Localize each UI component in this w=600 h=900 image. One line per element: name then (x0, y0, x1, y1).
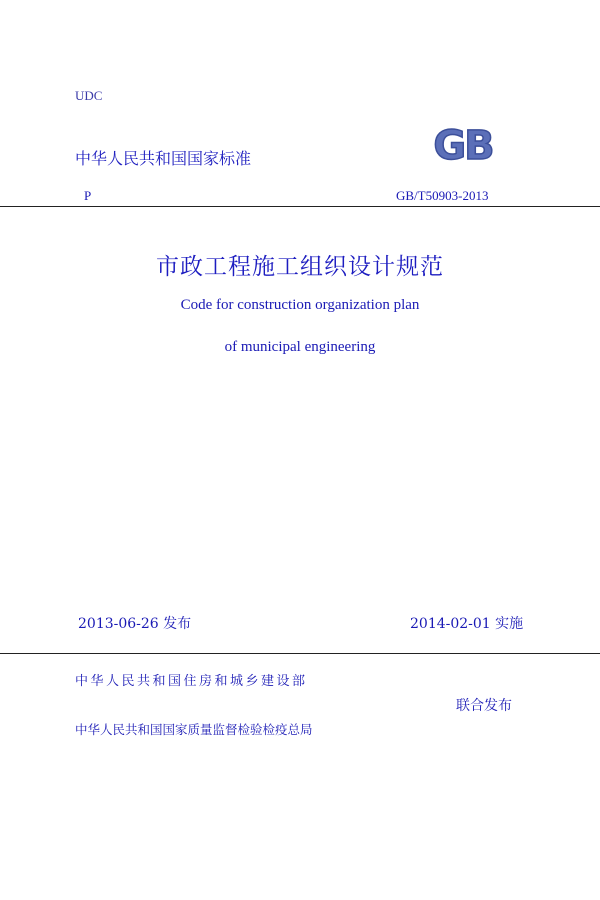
issuer-aqsiq: 中华人民共和国国家质量监督检验检疫总局 (75, 722, 313, 737)
effective-date: 2014-02-01 实施 (410, 616, 524, 632)
standard-number: GB/T50903-2013 (396, 188, 489, 203)
top-divider (0, 206, 600, 207)
gb-logo-text: GB (433, 123, 493, 165)
udc-label: UDC (75, 88, 103, 103)
issue-date: 2013-06-26 发布 (78, 616, 192, 632)
title-chinese: 市政工程施工组织设计规范 (156, 254, 444, 280)
gb-logo (432, 123, 494, 165)
joint-issue-label: 联合发布 (456, 698, 512, 714)
title-english-line1: Code for construction organization plan (180, 297, 420, 313)
national-standard-label: 中华人民共和国国家标准 (75, 149, 252, 168)
classification-code: P (84, 188, 92, 203)
title-english-line2: of municipal engineering (224, 339, 376, 355)
issuer-ministry-housing: 中华人民共和国住房和城乡建设部 (75, 674, 308, 689)
bottom-divider (0, 653, 600, 654)
